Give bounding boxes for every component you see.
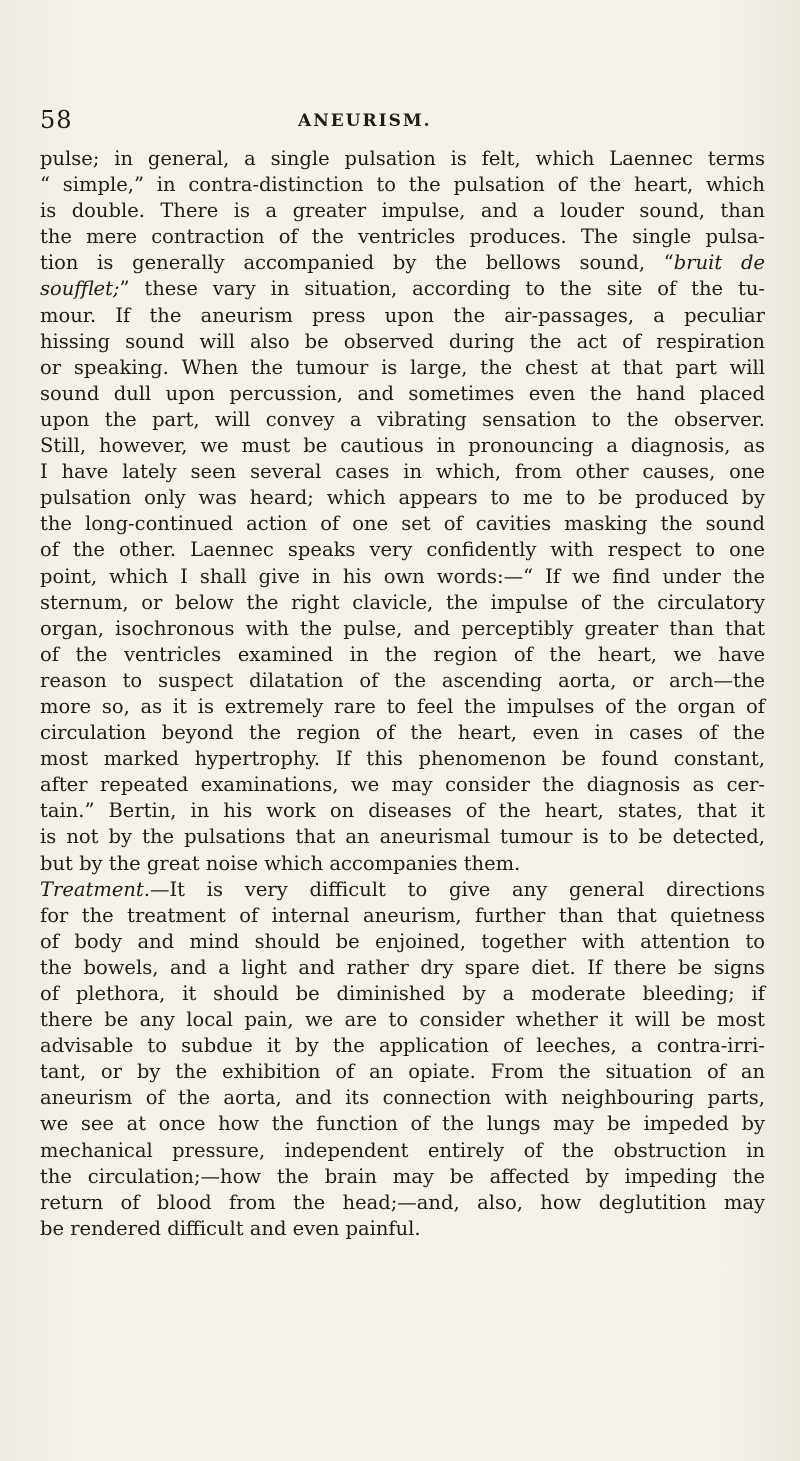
text-run: tant, or by the exhibition of an opiate. From the situation of an — [40, 1060, 765, 1084]
text-run: mechanical pressure, independent entirely of the obstruction in — [40, 1138, 765, 1162]
text-line — [40, 955, 765, 981]
text-line — [40, 1138, 765, 1164]
text-run: or speaking. When the tumour is large, the chest at that part will — [40, 355, 765, 379]
text-run: “ simple,” in contra-distinction to the pulsation of the heart, which — [40, 173, 765, 197]
text-run: advisable to subdue it by the application of leeches, a contra-irri- — [40, 1034, 765, 1058]
text-line — [40, 198, 765, 224]
text-line — [40, 642, 765, 668]
text-line — [40, 224, 765, 250]
text-run: hissing sound will also be observed during the act of respiration — [40, 329, 765, 353]
text-line — [40, 668, 765, 694]
text-run: after repeated examinations, we may consider the diagnosis as cer- — [40, 773, 765, 797]
text-run: circulation beyond the region of the heart, even in cases of the — [40, 721, 765, 745]
text-line — [40, 1190, 765, 1216]
text-line — [40, 172, 765, 198]
text-run: pulse; in general, a single pulsation is felt, which Laennec terms — [40, 147, 765, 170]
text-line — [40, 590, 765, 616]
text-run: organ, isochronous with the pulse, and perceptibly greater than that — [40, 616, 765, 640]
text-line — [40, 1033, 765, 1059]
text-line — [40, 772, 765, 798]
text-run: most marked hypertrophy. If this phenomenon be found constant, — [40, 747, 765, 771]
text-run: upon the part, will convey a vibrating sensation to the observer. — [40, 407, 765, 431]
text-line — [40, 381, 765, 407]
text-run: is double. There is a greater impulse, and a louder sound, than — [40, 199, 765, 223]
text-run: the circulation;—how the brain may be affected by impeding the — [40, 1164, 765, 1188]
text-line — [40, 537, 765, 563]
text-run: sternum, or below the right clavicle, the impulse of the circulatory — [40, 590, 765, 614]
text-run: aneurism of the aorta, and its connection with neighbouring parts, — [40, 1086, 765, 1110]
text-line — [40, 407, 765, 433]
text-run: is not by the pulsations that an aneurismal tumour is to be detected, — [40, 825, 765, 849]
text-run: of the ventricles examined in the region of the heart, we have — [40, 642, 765, 666]
body-text — [40, 146, 765, 1242]
text-line — [40, 1216, 765, 1242]
text-run: —It is very difficult to give any general directions — [149, 877, 765, 901]
text-run: be rendered difficult and even painful. — [40, 1216, 421, 1240]
text-line — [40, 564, 765, 590]
text-run: I have lately seen several cases in which, from other causes, one — [40, 460, 765, 484]
text-run: Still, however, we must be cautious in pronouncing a diagnosis, as — [40, 434, 765, 458]
text-run: tain.” Bertin, in his work on diseases of the heart, states, that it — [40, 799, 765, 823]
italic-text: Treatment. — [40, 877, 150, 901]
text-run: we see at once how the function of the lungs may be impeded by — [40, 1112, 765, 1136]
text-line — [40, 981, 765, 1007]
text-run: the mere contraction of the ventricles produces. The single pulsa- — [40, 225, 765, 249]
text-line — [40, 250, 765, 276]
text-line — [40, 1111, 765, 1137]
text-line — [40, 303, 765, 329]
page-number: 58 — [40, 106, 73, 134]
text-line — [40, 329, 765, 355]
text-run: but by the great noise which accompanies them. — [40, 851, 521, 875]
italic-text: soufflet; — [40, 277, 120, 301]
text-run: of plethora, it should be diminished by a moderate bleeding; if — [40, 982, 765, 1005]
text-line — [40, 746, 765, 772]
text-line — [40, 616, 765, 642]
text-run: sound dull upon percussion, and sometimes even the hand placed — [40, 381, 765, 405]
text-run: tion is generally accompanied by the bellows sound, “ — [40, 251, 674, 275]
text-line — [40, 824, 765, 850]
text-run: for the treatment of internal aneurism, further than that quietness — [40, 903, 765, 927]
text-line — [40, 929, 765, 955]
text-run: mour. If the aneurism press upon the air-passages, a peculiar — [40, 303, 765, 327]
text-line — [40, 433, 765, 459]
text-line — [40, 1059, 765, 1085]
text-run: of body and mind should be enjoined, together with attention to — [40, 929, 765, 953]
text-line — [40, 146, 765, 172]
text-line — [40, 459, 765, 485]
text-line — [40, 355, 765, 381]
text-run: more so, as it is extremely rare to feel the impulses of the organ of — [40, 694, 765, 718]
text-line — [40, 851, 765, 877]
text-run: ” these vary in situation, according to the site of the tu- — [119, 277, 765, 301]
text-line — [40, 1085, 765, 1111]
text-line — [40, 798, 765, 824]
text-line — [40, 1007, 765, 1033]
text-line — [40, 694, 765, 720]
text-run: point, which I shall give in his own words:—“ If we find under the — [40, 564, 765, 588]
text-line — [40, 877, 765, 903]
text-line — [40, 903, 765, 929]
text-run: there be any local pain, we are to consider whether it will be most — [40, 1008, 765, 1032]
text-run: of the other. Laennec speaks very confidently with respect to one — [40, 538, 765, 562]
text-line — [40, 511, 765, 537]
running-head: ANEURISM. — [298, 111, 432, 131]
text-line — [40, 720, 765, 746]
text-run: reason to suspect dilatation of the ascending aorta, or arch—the — [40, 668, 765, 692]
text-run: the long-continued action of one set of cavities masking the sound — [40, 512, 765, 536]
text-line — [40, 1164, 765, 1190]
page-header — [40, 106, 765, 136]
text-line — [40, 485, 765, 511]
text-run: return of blood from the head;—and, also, how deglutition may — [40, 1190, 765, 1214]
italic-text: bruit de — [673, 251, 765, 275]
text-line — [40, 276, 765, 302]
text-run: pulsation only was heard; which appears to me to be produced by — [40, 486, 765, 510]
text-run: the bowels, and a light and rather dry spare diet. If there be signs — [40, 955, 765, 979]
